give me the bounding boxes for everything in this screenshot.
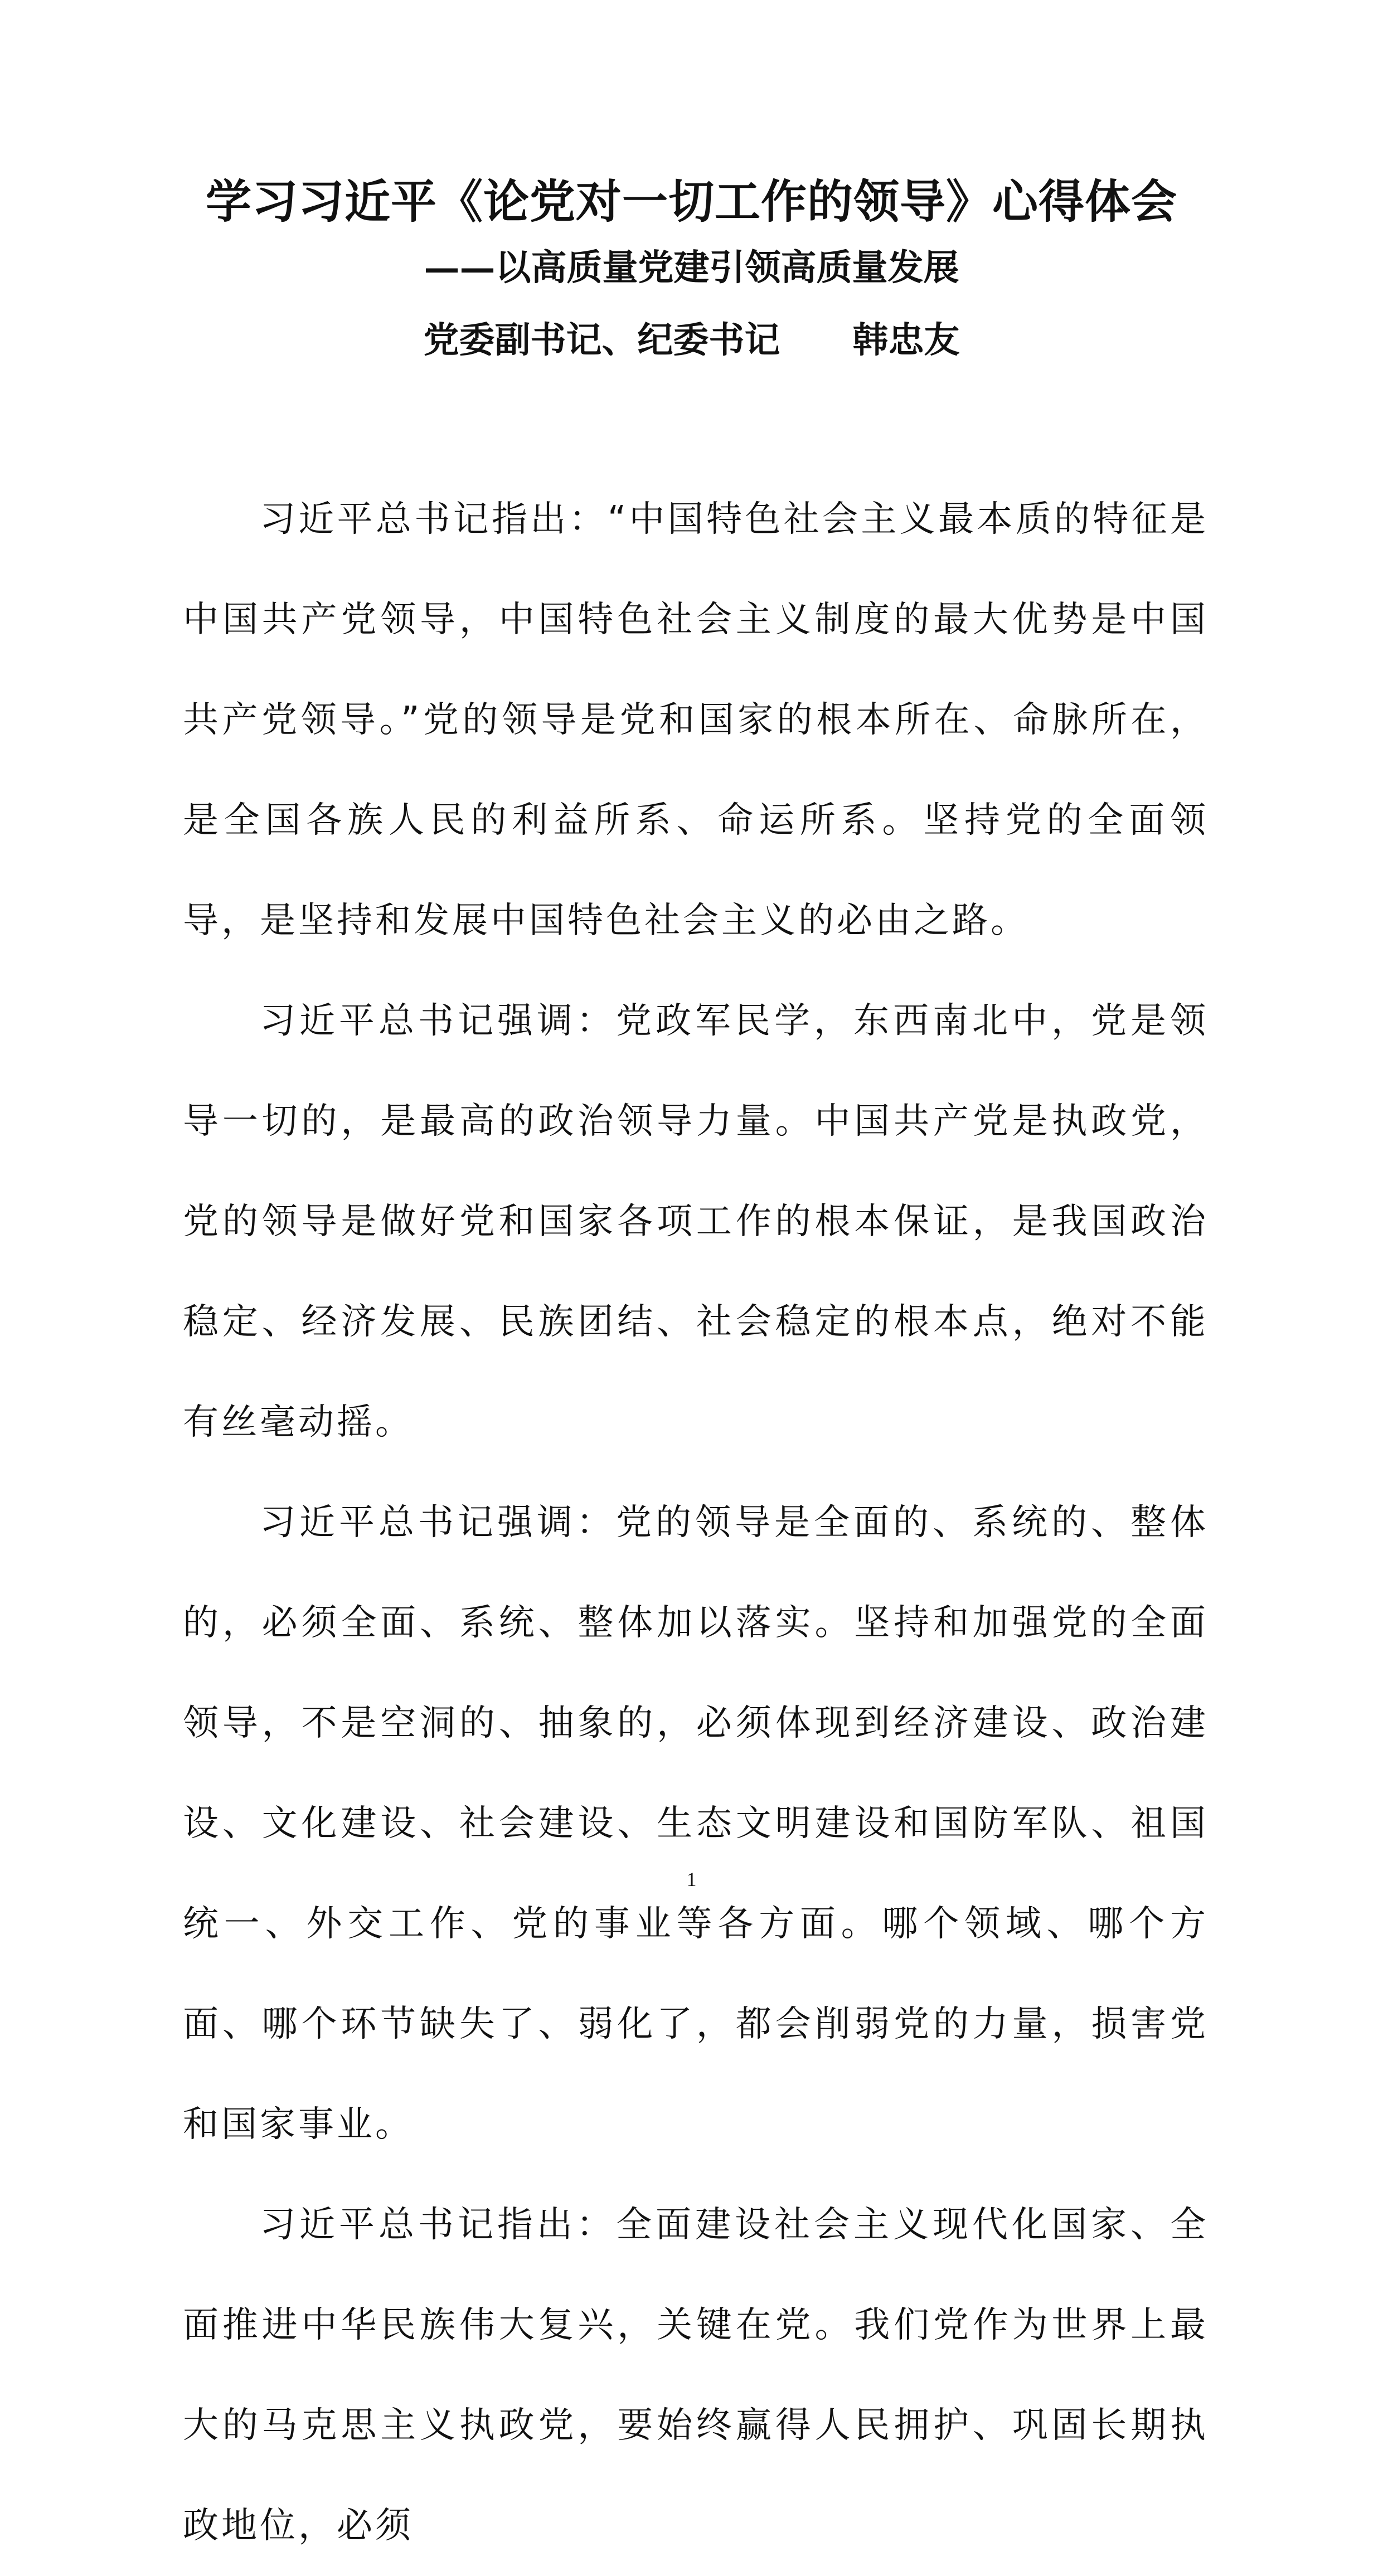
author-name: 韩忠友 bbox=[852, 319, 960, 361]
paragraph: 习近平总书记强调：党的领导是全面的、系统的、整体的，必须全面、系统、整体加以落实。坚持和加强党的全面领导，不是空洞的、抽象的，必须体现到经济建设、政治建设、文化建设、社会建设、生态文明建设和国防军队、祖国统一、外交工作、党的事业等各方面。哪个领域、哪个方面、哪个环节缺失了、弱化了，都会削弱党的力量，损害党和国家事业。 bbox=[183, 1502, 1209, 2145]
author-position: 党委副书记、纪委书记 bbox=[423, 319, 780, 361]
document-title: 学习习近平《论党对一切工作的领导》心得体会 bbox=[205, 175, 1177, 229]
paragraph: 习近平总书记强调：党政军民学，东西南北中，党是领导一切的，是最高的政治领导力量。中国共产党是执政党，党的领导是做好党和国家各项工作的根本保证，是我国政治稳定、经济发展、民族团结、社会稳定的根本点，绝对不能有丝毫动摇。 bbox=[183, 1000, 1209, 1443]
document-subtitle: ——以高质量党建引领高质量发展 bbox=[424, 247, 959, 289]
paragraph: 习近平总书记指出：全面建设社会主义现代化国家、全面推进中华民族伟大复兴，关键在党。我们党作为世界上最大的马克思主义执政党，要始终赢得人民拥护、巩固长期执政地位，必须 bbox=[183, 2204, 1209, 2546]
paragraph: 习近平总书记指出：“中国特色社会主义最本质的特征是中国共产党领导，中国特色社会主义制度的最大优势是中国共产党领导。”党的领导是党和国家的根本所在、命脉所在，是全国各族人民的利益所系、命运所系。坚持党的全面领导，是坚持和发展中国特色社会主义的必由之路。 bbox=[183, 499, 1209, 941]
body-text bbox=[183, 469, 1209, 2576]
page-number: 1 bbox=[686, 1868, 697, 1890]
author-line bbox=[0, 315, 1383, 366]
